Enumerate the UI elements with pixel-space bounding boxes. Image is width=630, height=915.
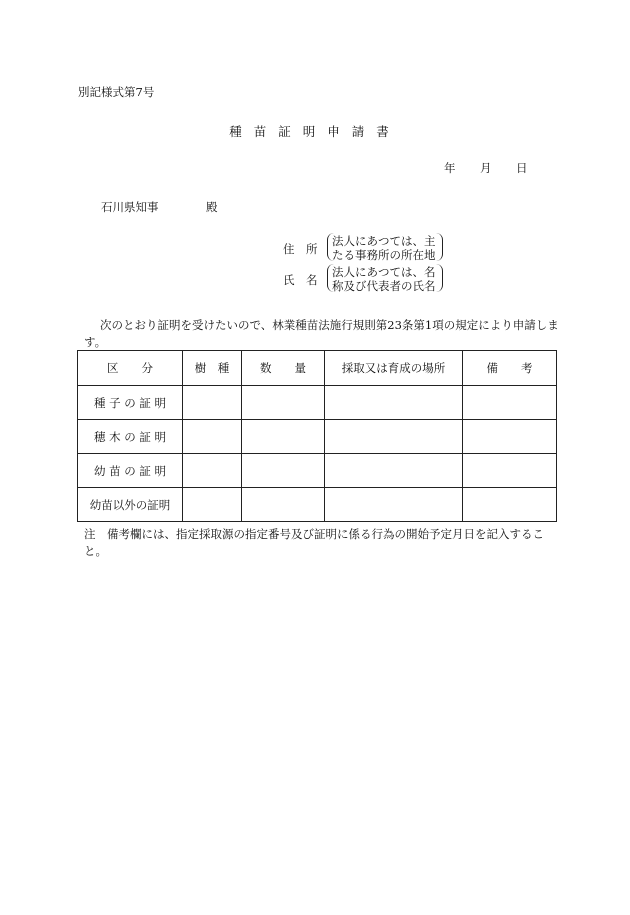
row-label-seed: 種 子 の 証 明 — [78, 386, 183, 420]
cell-remarks[interactable] — [463, 386, 557, 420]
cell-quantity[interactable] — [242, 420, 325, 454]
table-header-row — [78, 351, 557, 386]
header-tree-species: 樹 種 — [183, 351, 242, 386]
cell-tree-species[interactable] — [183, 454, 242, 488]
cell-location[interactable] — [325, 386, 463, 420]
address-label: 住 所 — [283, 242, 318, 256]
date-year-label: 年 — [444, 161, 456, 175]
table-row — [78, 488, 557, 522]
header-remarks: 備 考 — [463, 351, 557, 386]
cell-quantity[interactable] — [242, 386, 325, 420]
cell-quantity[interactable] — [242, 454, 325, 488]
application-statement: 次のとおり証明を受けたいので、林業種苗法施行規則第23条第1項の規定により申請します。 — [84, 318, 559, 349]
header-quantity: 数 量 — [242, 351, 325, 386]
cell-quantity[interactable] — [242, 488, 325, 522]
document-title: 種苗証明申請書 — [229, 124, 401, 139]
row-label-other-than-seedling: 幼苗以外の証明 — [78, 488, 183, 522]
table-row — [78, 454, 557, 488]
header-category: 区 分 — [78, 351, 183, 386]
name-note-line-1: 法人にあつては、名 — [332, 265, 436, 279]
cell-tree-species[interactable] — [183, 386, 242, 420]
address-note-line-2: たる事務所の所在地 — [332, 248, 436, 262]
name-note-bracket — [327, 264, 443, 292]
certification-table — [77, 350, 557, 522]
cell-remarks[interactable] — [463, 420, 557, 454]
cell-location[interactable] — [325, 488, 463, 522]
addressee-name: 石川県知事 — [101, 200, 159, 214]
date-day-label: 日 — [516, 161, 528, 175]
cell-remarks[interactable] — [463, 488, 557, 522]
addressee-honorific: 殿 — [206, 200, 218, 214]
cell-location[interactable] — [325, 420, 463, 454]
cell-remarks[interactable] — [463, 454, 557, 488]
cell-tree-species[interactable] — [183, 488, 242, 522]
name-label: 氏 名 — [283, 273, 318, 287]
row-label-seedling: 幼 苗 の 証 明 — [78, 454, 183, 488]
row-label-scion: 穂 木 の 証 明 — [78, 420, 183, 454]
date-month-label: 月 — [480, 161, 492, 175]
address-note-bracket — [327, 233, 443, 261]
table-row — [78, 420, 557, 454]
cell-location[interactable] — [325, 454, 463, 488]
header-location: 採取又は育成の場所 — [325, 351, 463, 386]
address-note-line-1: 法人にあつては、主 — [332, 234, 436, 248]
form-number: 別記様式第7号 — [78, 85, 155, 99]
cell-tree-species[interactable] — [183, 420, 242, 454]
footnote: 注 備考欄には、指定採取源の指定番号及び証明に係る行為の開始予定月日を記入すること。 — [84, 527, 544, 558]
table-row — [78, 386, 557, 420]
name-note-line-2: 称及び代表者の氏名 — [332, 279, 436, 293]
